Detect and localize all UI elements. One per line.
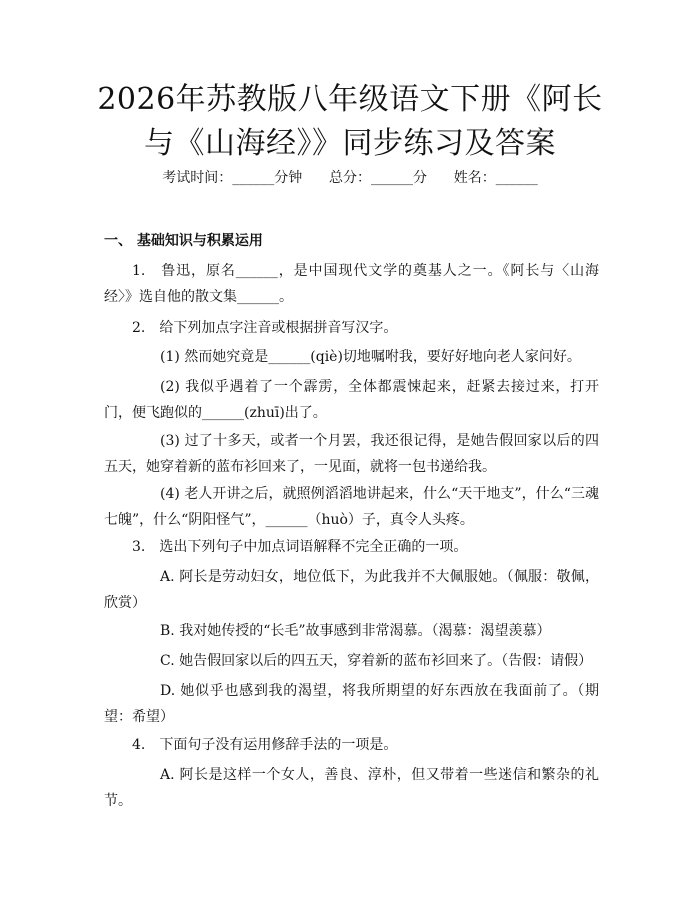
document-title: 2026年苏教版八年级语文下册《阿长与《山海经》》同步练习及答案 (97, 82, 603, 161)
question-3-option-d: D. 她似乎也感到我的渴望，将我所期望的好东西放在我面前了。（期望：希望） (104, 683, 599, 725)
question-2-item-3: (3) 过了十多天，或者一个月罢，我还很记得，是她告假回家以后的四五天，她穿着新的蓝布衫回来了，一见面，就将一包书递给我。 (104, 433, 599, 475)
question-3-option-c: C. 她告假回家以后的四五天，穿着新的蓝布衫回来了。（告假：请假） (160, 653, 593, 669)
question-2: 2. 给下列加点字注音或根据拼音写汉字。 (132, 320, 398, 336)
section-heading: 一、 基础知识与积累运用 (104, 233, 263, 249)
question-2-item-1: (1) 然而她究竟是______(qiè)切地嘱咐我，要好好地向老人家问好。 (160, 349, 581, 365)
question-1: 1. 鲁迅，原名______，是中国现代文学的奠基人之一。《阿长与〈山海经〉》选自他的散文集______。 (104, 263, 599, 305)
question-4-option-a: A. 阿长是这样一个女人，善良、淳朴，但又带着一些迷信和繁杂的礼节。 (104, 767, 599, 809)
exam-info-line: 考试时间：______分钟 总分：______分 姓名：______ (162, 170, 538, 186)
question-4: 4. 下面句子没有运用修辞手法的一项是。 (132, 737, 398, 753)
question-2-item-4: (4) 老人开讲之后，就照例滔滔地讲起来，什么“天干地支”，什么“三魂七魄”，什么“阴阳怪气”，______（huò）子，真令人头疼。 (104, 486, 599, 528)
question-3: 3. 选出下列句子中加点词语解释不完全正确的一项。 (132, 539, 468, 555)
question-3-option-b: B. 我对她传授的“长毛”故事感到非常渴慕。（渴慕：渴望羡慕） (160, 623, 551, 639)
question-3-option-a: A. 阿长是劳动妇女，地位低下，为此我并不大佩服她。（佩服：敬佩，欣赏） (104, 569, 599, 611)
question-2-item-2: (2) 我似乎遇着了一个霹雳，全体都震悚起来，赶紧去接过来，打开门，便飞跑似的______(zhuī)出了。 (104, 379, 599, 421)
